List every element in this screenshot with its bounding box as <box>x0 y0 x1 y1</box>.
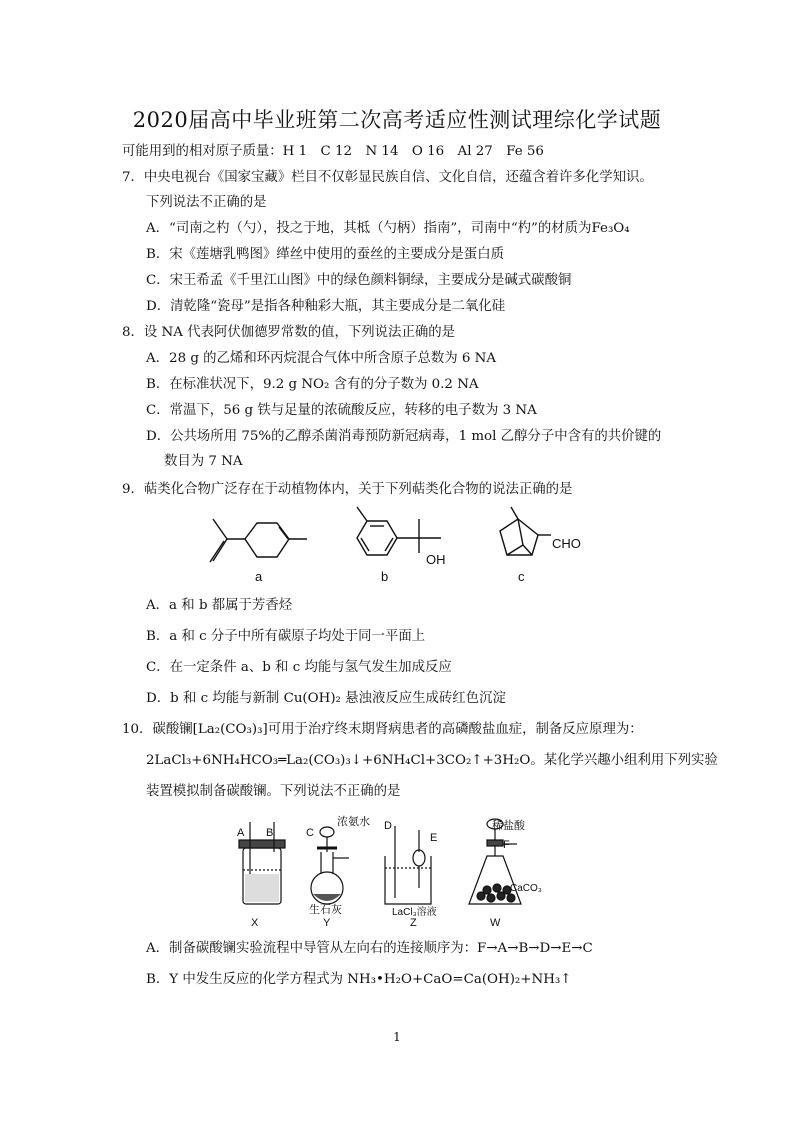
q7-option-d: D．清乾隆“瓷母”是指各种釉彩大瓶，其主要成分是二氧化硅 <box>146 299 506 314</box>
structure-c <box>500 507 551 555</box>
apparatus-z-label: Z <box>410 917 417 929</box>
q7-stem: 7．中央电视台《国家宝藏》栏目不仅彰显民族自信、文化自信，还蕴含着许多化学知识。 <box>122 170 653 185</box>
apparatus-z <box>385 826 431 904</box>
tube-c-label: C <box>306 827 314 839</box>
atomic-masses: 可能用到的相对原子质量：H 1 C 12 N 14 O 16 Al 27 Fe 56 <box>122 144 544 159</box>
q7-stem-cont: 下列说法不正确的是 <box>146 195 267 210</box>
q8-option-b: B．在标准状况下，9.2 g NO₂ 含有的分子数为 0.2 NA <box>146 377 479 392</box>
q9-stem: 9．萜类化合物广泛存在于动植物体内，关于下列萜类化合物的说法正确的是 <box>122 482 573 497</box>
oh-label: OH <box>426 552 446 567</box>
structure-b-label: b <box>381 569 389 584</box>
tube-a-label: A <box>237 827 245 839</box>
tube-e-label: E <box>430 832 438 844</box>
apparatus-y <box>311 827 349 904</box>
q7-option-c: C．宋王希孟《千里江山图》中的绿色颜料铜绿，主要成分是碱式碳酸铜 <box>146 273 572 288</box>
q9-option-a: A．a 和 b 都属于芳香烃 <box>146 598 293 613</box>
tube-f-label: F <box>503 839 510 851</box>
hcl-label: 稀盐酸 <box>492 820 525 832</box>
page-number: 1 <box>393 1030 401 1044</box>
q10-equation: 2LaCl₃+6NH₄HCO₃═La₂(CO₃)₃↓+6NH₄Cl+3CO₂↑+3H₂O。某化学兴趣小组利用下列实验 <box>146 753 718 768</box>
q9-option-b: B．a 和 c 分子中所有碳原子均处于同一平面上 <box>146 629 426 644</box>
apparatus-x-label: X <box>251 917 259 929</box>
structure-c-label: c <box>518 569 525 584</box>
q10-option-b: B．Y 中发生反应的化学方程式为 NH₃•H₂O+CaO=Ca(OH)₂+NH₃↑ <box>146 972 572 987</box>
ammonia-label: 浓氨水 <box>337 816 370 828</box>
q8-option-d-cont: 数目为 7 NA <box>164 454 243 469</box>
q10-stem: 10．碳酸镧[La₂(CO₃)₃]可用于治疗终末期肾病患者的高磷酸盐血症，制备反应原理为： <box>122 722 643 737</box>
q8-stem: 8．设 NA 代表阿伏伽德罗常数的值，下列说法正确的是 <box>122 325 456 340</box>
caco3-label: CaCO₃ <box>510 883 542 894</box>
lime-label: 生石灰 <box>309 904 342 916</box>
q8-option-c: C．常温下，56 g 铁与足量的浓硫酸反应，转移的电子数为 3 NA <box>146 403 537 418</box>
structure-b <box>357 507 441 555</box>
q10-stem-cont: 装置模拟制备碳酸镧。下列说法不正确的是 <box>146 784 401 799</box>
structure-a <box>210 519 307 562</box>
q10-option-a: A．制备碳酸镧实验流程中导管从左向右的连接顺序为：F→A→B→D→E→C <box>146 941 593 956</box>
q8-option-a: A．28 g 的乙烯和环丙烷混合气体中所含原子总数为 6 NA <box>146 351 497 366</box>
q7-option-b: B．宋《莲塘乳鸭图》缂丝中使用的蚕丝的主要成分是蛋白质 <box>146 247 504 262</box>
cho-label: CHO <box>552 536 581 551</box>
q7-option-a: A．“司南之杓（勺），投之于地，其柢（勺柄）指南”，司南中“杓”的材质为Fe₃O₄ <box>146 221 630 236</box>
tube-d-label: D <box>384 820 392 832</box>
tube-b-label: B <box>266 827 274 839</box>
structure-a-label: a <box>255 569 263 584</box>
page-title: 2020届高中毕业班第二次高考适应性测试理综化学试题 <box>132 108 662 132</box>
lacl3-label: LaCl₃溶液 <box>392 907 437 918</box>
apparatus-w-label: W <box>490 917 501 929</box>
apparatus-y-label: Y <box>323 917 331 929</box>
q8-option-d: D．公共场所用 75%的乙醇杀菌消毒预防新冠病毒，1 mol 乙醇分子中含有的共价键的 <box>146 429 662 444</box>
q9-option-d: D．b 和 c 均能与新制 Cu(OH)₂ 悬浊液反应生成砖红色沉淀 <box>146 691 506 706</box>
apparatus-x <box>239 822 285 904</box>
q9-option-c: C．在一定条件 a、b 和 c 均能与氢气发生加成反应 <box>146 660 452 675</box>
